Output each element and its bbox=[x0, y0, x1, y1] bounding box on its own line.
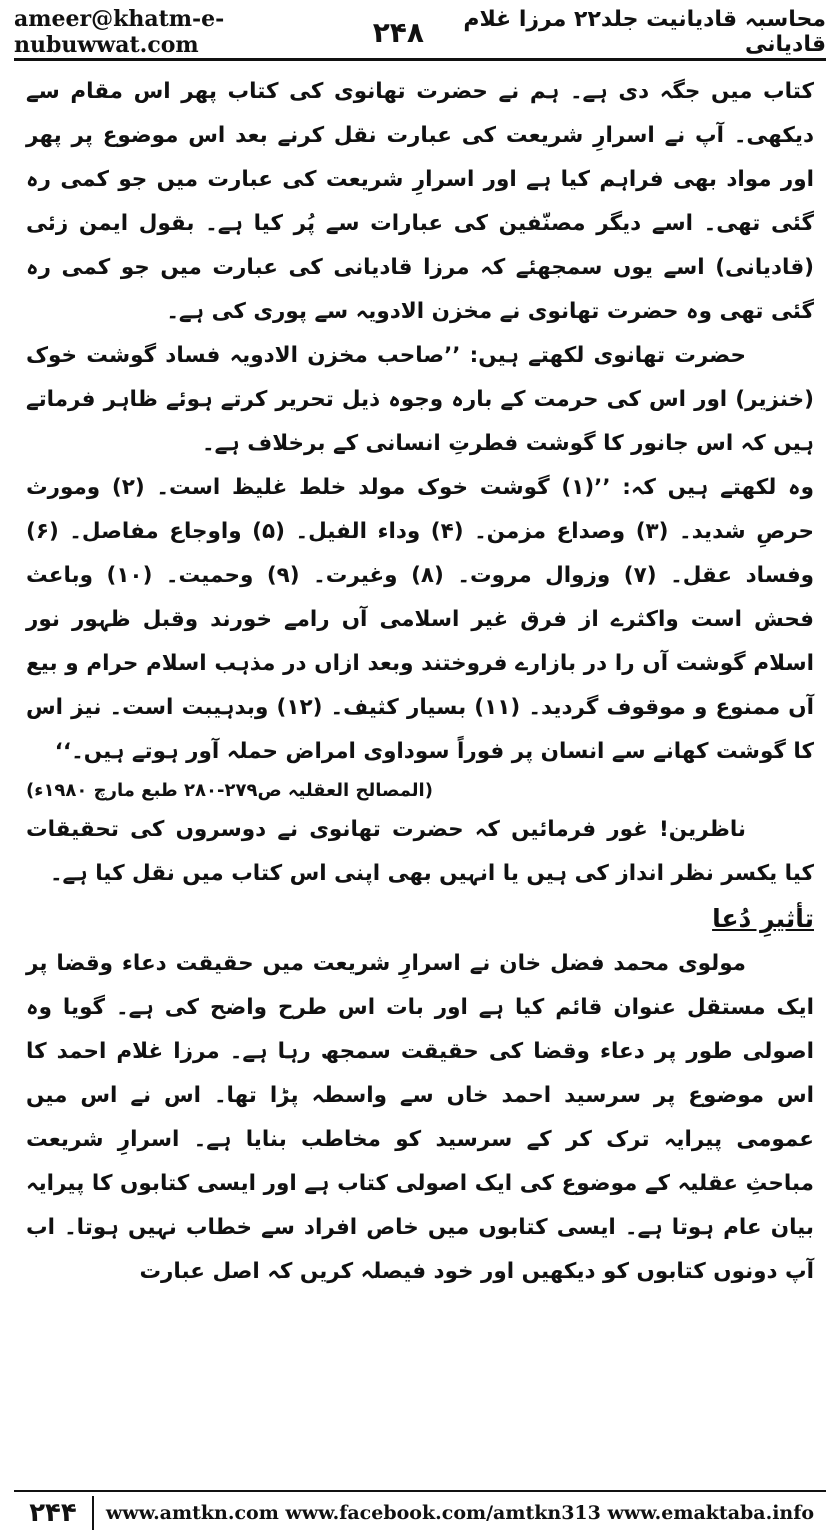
page-header bbox=[14, 6, 826, 58]
page-footer bbox=[14, 1494, 826, 1532]
paragraph-4: ناظرین! غور فرمائیں کہ حضرت تھانوی نے دوسروں کی تحقیقات کیا یکسر نظر انداز کی ہیں یا انہیں بھی اپنی اس کتاب میں نقل کیا ہے۔ bbox=[26, 817, 814, 886]
paragraph-5: مولوی محمد فضل خان نے اسرارِ شریعت میں حقیقت دعاء وقضا پر ایک مستقل عنوان قائم کیا ہے اور بات اس طرح واضح کی ہے۔ گویا وہ اصولی طور پر دعاء وقضا کی حقیقت سمجھ رہا ہے۔ مرزا غلام احمد کا اس موضوع پر سرسید احمد خاں سے واسطہ پڑا تھا۔ اس نے اس میں عمومی پیرایہ ترک کر کے سرسید کو مخاطب بنایا ہے۔ اسرارِ شریعت مباحثِ عقلیہ کے موضوع کی ایک اصولی کتاب ہے اور ایسی کتابوں کا پیرایہ بیان عام ہوتا ہے۔ ایسی کتابوں میں خاص افراد سے خطاب نہیں ہوتا۔ اب آپ دونوں کتابوں کو دیکھیں اور خود فیصلہ کریں کہ اصل عبارت bbox=[26, 951, 814, 1284]
section-heading: تأثیرِ دُعا bbox=[712, 904, 814, 933]
footer-page-number: ۲۴۴ bbox=[14, 1496, 94, 1530]
footer-divider bbox=[14, 1490, 826, 1492]
header-page-number: ۲۴۸ bbox=[372, 15, 424, 49]
footer-links[interactable]: www.amtkn.com www.facebook.com/amtkn313 www.emaktaba.info bbox=[105, 1502, 815, 1524]
header-left bbox=[14, 6, 424, 58]
header-divider bbox=[14, 58, 826, 61]
paragraph-3: وہ لکھتے ہیں کہ: ’’(۱) گوشت خوک مولد خلط غلیظ است۔ (۲) ومورث حرصِ شدید۔ (۳) وصداع مزمن۔ (۴) وداء الفیل۔ (۵) واوجاع مفاصل۔ (۶) وفساد عقل۔ (۷) وزوال مروت۔ (۸) وغیرت۔ (۹) وحمیت۔ (۱۰) وباعث فحش است واکثرے از فرق غیر اسلامی آں رامے خورند وقبل ظہور نور اسلام گوشت آں را در بازارے فروختند وبعد ازاں در مذہب اسلام حرام و بیع آں ممنوع و موقوف گردید۔ (۱۱) بسیار کثیف۔ (۱۲) وبدہیبت است۔ نیز اس کا گوشت کھانے سے انسان پر فوراً سوداوی امراض حملہ آور ہوتے ہیں۔‘‘ bbox=[26, 475, 815, 764]
paragraph-1: کتاب میں جگہ دی ہے۔ ہم نے حضرت تھانوی کی کتاب پھر اس مقام سے دیکھی۔ آپ نے اسرارِ شریعت کی عبارت نقل کرنے بعد اس موضوع پر پھر اور مواد بھی فراہم کیا ہے اور اسرارِ شریعت کی عبارت میں جو کمی رہ گئی تھی۔ اسے دیگر مصنّفین کی عبارات سے پُر کیا ہے۔ بقول ایمن زئی (قادیانی) اسے یوں سمجھئے کہ مرزا قادیانی کی عبارت میں جو کمی رہ گئی تھی وہ حضرت تھانوی نے مخزن الادویہ سے پوری کی ہے۔ bbox=[26, 79, 814, 324]
header-book-title: محاسبہ قادیانیت جلد۲۲ مرزا غلام قادیانی bbox=[463, 7, 826, 57]
citation: (المصالح العقلیہ ص۲۷۹-۲۸۰ طبع مارچ ۱۹۸۰ء) bbox=[26, 780, 433, 801]
page-body bbox=[26, 70, 814, 1294]
header-email[interactable]: ameer@khatm-e-nubuwwat.com bbox=[14, 6, 225, 58]
paragraph-2: حضرت تھانوی لکھتے ہیں: ’’صاحب مخزن الادویہ فساد گوشت خوک (خنزیر) اور اس کی حرمت کے بارہ وجوہ ذیل تحریر کرتے ہوئے ظاہر فرماتے ہیں کہ اس جانور کا گوشت فطرتِ انسانی کے برخلاف ہے۔ bbox=[26, 343, 814, 456]
